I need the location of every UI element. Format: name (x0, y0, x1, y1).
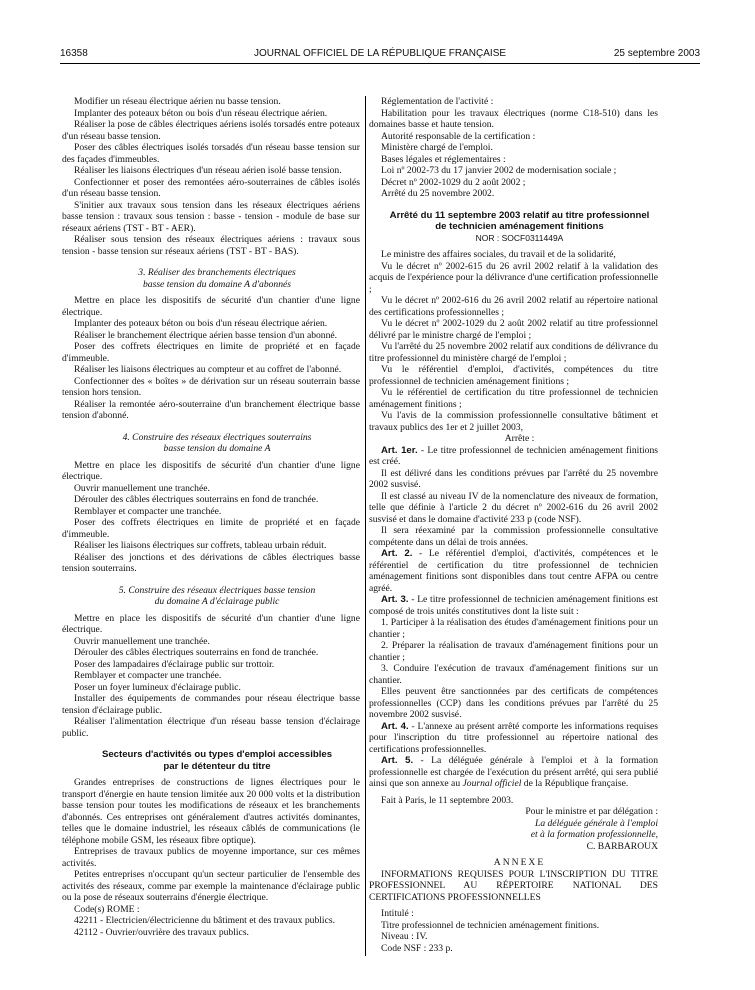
paragraph: Installer des équipements de commandes pour réseau électrique basse tension d'éclairage public. (62, 693, 360, 716)
article-1: Art. 1er. - Le titre professionnel de technicien aménagement finitions est créé. (369, 444, 658, 467)
arrete-subtitle: de technicien aménagement finitions (435, 221, 604, 232)
article-label: Art. 2. (381, 548, 413, 559)
paragraph: Elles peuvent être sanctionnées par des certificats de compétences professionnelles (CCP) dans les conditions prévues par l'arrêté du 25 novembre 2002 susvisé. (369, 686, 658, 720)
article-2: Art. 2. - Le référentiel d'emploi, d'activités, compétences et le référentiel de certification du titre professionnel de technicien aménagement finitions sont disponibles dans tout centre AFPA ou centre agréé. (369, 548, 658, 594)
section-3-title: 3. Réaliser des branchements électriques (138, 267, 296, 278)
paragraph: Petites entreprises n'occupant qu'un secteur particulier de l'ensemble des activités des réseaux, comme par exemple la maintenance d'éclairage public ou la pose de réseaux souterrains d'énergie électrique. (62, 869, 360, 903)
sectors-title: Secteurs d'activités ou types d'emploi accessibles (101, 749, 333, 760)
paragraph: Réaliser le branchement électrique aérien basse tension d'un abonné. (74, 329, 338, 341)
paragraph: S'initier aux travaux sous tension dans les réseaux électriques aériens basse tension : travaux sous tension : basse - tension - module de base sur réseaux aériens (TST - BT - AER). (62, 199, 360, 234)
paragraph: Vu le référentiel de certification du titre professionnel de technicien aménagement finitions ; (369, 387, 658, 410)
journal-officiel-ref: Journal officiel (462, 778, 522, 789)
arrete-word: Arrête : (504, 433, 535, 444)
paragraph: Poser des coffrets électriques en limite de propriété et en façade d'immeuble. (62, 517, 360, 540)
paragraph: Vu l'avis de la commission professionnelle consultative bâtiment et travaux publics des 1er et 2 juillet 2003, (369, 410, 658, 433)
article-label: Art. 4. (381, 720, 409, 732)
paragraph: Ouvrir manuellement une tranchée. (74, 635, 210, 647)
paragraph: Mettre en place les dispositifs de sécurité d'un chantier d'une ligne électrique. (62, 295, 360, 318)
sectors-subtitle: par le détenteur du titre (163, 760, 271, 772)
signature-line: et à la formation professionnelle, (530, 829, 658, 840)
paragraph: 3. Conduire l'exécution de travaux d'aménagement finitions sur un chantier. (369, 663, 658, 686)
paragraph: Titre professionnel de technicien aménagement finitions. (381, 919, 600, 931)
issue-date: 25 septembre 2003 (613, 48, 700, 59)
paragraph: Poser un foyer lumineux d'éclairage public. (74, 681, 241, 693)
page-number: 16358 (60, 48, 88, 59)
paragraph: Dérouler des câbles électriques souterrains en fond de tranchée. (74, 647, 319, 658)
paragraph: Vu le décret nº 2002-1029 du 2 août 2002 relatif au titre professionnel délivré par le ministre chargé de l'emploi ; (369, 318, 658, 341)
paragraph: Modifier un réseau électrique aérien nu basse tension. (74, 96, 281, 107)
header-rule (60, 63, 700, 64)
paragraph: Vu l'arrêté du 25 novembre 2002 relatif aux conditions de délivrance du titre professionnel du ministère chargé de l'emploi ; (369, 341, 658, 364)
signatory-name: C. BARBAROUX (586, 840, 658, 852)
paragraph: Confectionner et poser des remontées aéro-souterraines de câbles isolés d'un réseau basse tension. (62, 176, 360, 199)
paragraph: Confectionner des « boîtes » de dérivation sur un réseau souterrain basse tension hors tension. (62, 375, 360, 398)
paragraph: Réaliser la remontée aéro-souterraine d'un branchement électrique basse tension d'abonné. (62, 398, 360, 421)
paragraph: Réaliser l'alimentation électrique d'un réseau basse tension d'éclairage public. (62, 716, 360, 739)
signature-line: La déléguée générale à l'emploi (534, 817, 658, 829)
section-5-subtitle: du domaine A d'éclairage public (154, 596, 280, 607)
article-5: Art. 5. - La déléguée générale à l'emploi et à la formation professionnelle est chargée de l'exécution du présent arrêté, qui sera publié ainsi que son annexe au Journal officiel de la République française. (369, 755, 658, 789)
paragraph: Autorité responsable de la certification : (381, 130, 536, 142)
paragraph: Poser des lampadaires d'éclairage public sur trottoir. (74, 658, 275, 670)
rome-label: Code(s) ROME : (74, 903, 140, 915)
journal-title: JOURNAL OFFICIEL DE LA RÉPUBLIQUE FRANÇAISE (253, 48, 507, 59)
paragraph: Habilitation pour les travaux électriques (norme C18-510) dans les domaines basse et haute tension. (369, 107, 658, 130)
arrete-title: Arrêté du 11 septembre 2003 relatif au titre professionnel (389, 209, 650, 221)
article-label: Art. 3. (381, 594, 409, 605)
left-column (62, 96, 360, 938)
paragraph: Réglementation de l'activité : (381, 96, 494, 107)
annexe-heading: INFORMATIONS REQUISES POUR L'INSCRIPTION DU TITRE PROFESSIONNEL AU RÉPERTOIRE NATIONAL DES CERTIFICATIONS PROFESSIONNELLES (369, 868, 658, 903)
section-4-subtitle: basse tension du domaine A (163, 443, 271, 454)
paragraph: Réaliser la pose de câbles électriques aériens isolés torsadés entre poteaux d'un réseau basse tension. (62, 119, 360, 142)
paragraph: Loi nº 2002-73 du 17 janvier 2002 de modernisation sociale ; (381, 165, 617, 176)
paragraph: Dérouler des câbles électriques souterrains en fond de tranchée. (74, 494, 319, 505)
paragraph: Vu le décret nº 2002-616 du 26 avril 2002 relatif au répertoire national des certifications professionnelles ; (369, 295, 658, 318)
paragraph: Décret nº 2002-1029 du 2 août 2002 ; (381, 176, 526, 188)
paragraph: Implanter des poteaux béton ou bois d'un réseau électrique aérien. (74, 107, 328, 119)
paragraph: 1. Participer à la réalisation des études d'aménagement finitions pour un chantier ; (369, 617, 658, 640)
paragraph: Bases légales et réglementaires : (381, 153, 506, 165)
paragraph: Entreprises de travaux publics de moyenne importance, sur ces mêmes activités. (62, 846, 360, 869)
right-column (369, 96, 658, 954)
paragraph: Mettre en place les dispositifs de sécurité d'un chantier d'une ligne électrique. (62, 459, 360, 482)
paragraph: Réaliser les liaisons électriques d'un réseau aérien isolé basse tension. (74, 165, 342, 176)
paragraph: 2. Préparer la réalisation de travaux d'aménagement finitions pour un chantier ; (369, 640, 658, 663)
paragraph: Intitulé : (381, 908, 414, 919)
paragraph: Code NSF : 233 p. (381, 942, 453, 954)
paragraph: Arrêté du 25 novembre 2002. (381, 188, 495, 199)
paragraph: Vu le référentiel d'emploi, d'activités, compétences du titre professionnel de technicien aménagement finitions ; (369, 364, 658, 387)
paragraph: Ouvrir manuellement une tranchée. (74, 482, 210, 494)
paragraph: Niveau : IV. (381, 931, 428, 942)
paragraph: Il est délivré dans les conditions prévues par l'arrêté du 25 novembre 2002 susvisé. (369, 467, 658, 490)
paragraph: Réaliser des jonctions et des dérivations de câbles électriques basse tension souterrains. (62, 551, 360, 574)
section-4-title: 4. Construire des réseaux électriques souterrains (122, 431, 312, 443)
paragraph: Mettre en place les dispositifs de sécurité d'un chantier d'une ligne électrique. (62, 612, 360, 635)
paragraph: Le ministre des affaires sociales, du travail et de la solidarité, (381, 249, 616, 260)
paragraph: Il est classé au niveau IV de la nomenclature des niveaux de formation, telle que définie à l'article 2 du décret nº 2002-616 du 26 avril 2002 susvisé et dans le domaine d'activité 233 p (code NSF). (369, 490, 658, 525)
paragraph: Réaliser les liaisons électriques sur coffrets, tableau urbain réduit. (74, 540, 327, 551)
date-line: Fait à Paris, le 11 septembre 2003. (381, 794, 514, 806)
article-label: Art. 1er. (381, 444, 418, 456)
paragraph: Réaliser sous tension des réseaux électriques aériens : travaux sous tension - basse tension sur réseaux aériens (TST - BT - BAS). (62, 234, 360, 257)
paragraph: Remblayer et compacter une tranchée. (74, 505, 222, 517)
page-header (60, 48, 700, 64)
rome-item: 42112 - Ouvrier/ouvrière des travaux publics. (74, 926, 249, 938)
article-label: Art. 5. (381, 755, 414, 766)
paragraph: Réaliser les liaisons électriques au compteur et au coffret de l'abonné. (74, 364, 342, 375)
paragraph: Ministère chargé de l'emploi. (381, 142, 493, 153)
paragraph: Implanter des poteaux béton ou bois d'un réseau électrique aérien. (74, 318, 328, 329)
paragraph: Remblayer et compacter une tranchée. (74, 670, 222, 681)
section-5-title: 5. Construire des réseaux électriques basse tension (118, 584, 316, 596)
section-3-subtitle: basse tension du domaine A d'abonnés (143, 278, 291, 290)
article-4: Art. 4. - L'annexe au présent arrêté comporte les informations requises pour l'inscription du titre professionnel au répertoire national des certifications professionnelles. (369, 720, 658, 755)
paragraph: Vu le décret nº 2002-615 du 26 avril 2002 relatif à la validation des acquis de l'expérience pour la délivrance d'une certification professionnelle ; (369, 260, 658, 295)
rome-item: 42211 - Electricien/électricienne du bâtiment et des travaux publics. (74, 915, 335, 926)
annexe-title: ANNEXE (493, 857, 546, 868)
paragraph: Il sera réexaminé par la commission professionnelle consultative compétente dans un délai de trois années. (369, 525, 658, 548)
signature-line: Pour le ministre et par délégation : (525, 806, 658, 817)
paragraph: Grandes entreprises de constructions de lignes électriques pour le transport d'énergie en haute tension limitée aux 20 000 volts et la distribution basse tension pour toutes les modifications de réseaux et les branchements d'abonnés. Ces entreprises ont généralement d'autres activités dominantes, telles que le domaine industriel, les réseaux câblés de communications (le téléphone mobile GSM, les réseaux fibre optique). (62, 777, 360, 846)
paragraph: Poser des coffrets électriques en limite de propriété et en façade d'immeuble. (62, 341, 360, 364)
column-divider (365, 96, 366, 956)
article-3: Art. 3. - Le titre professionnel de technicien aménagement finitions est composé de trois unités constitutives dont la liste suit : (369, 594, 658, 617)
nor-reference: NOR : SOCF0311449A (475, 232, 564, 243)
paragraph: Poser des câbles électriques isolés torsadés d'un réseau basse tension sur des façades d'immeubles. (62, 142, 360, 165)
